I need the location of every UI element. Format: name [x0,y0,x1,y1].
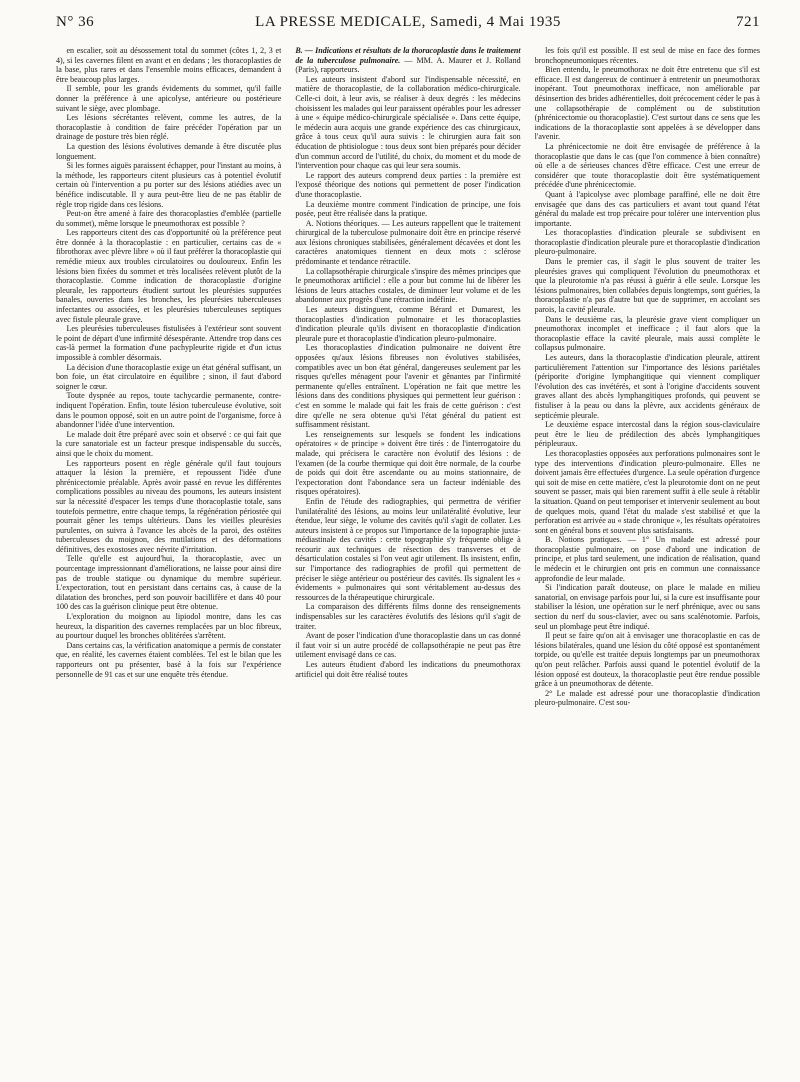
paragraph: Le deuxième espace intercostal dans la région sous-claviculaire peut être le lieu de prédilection des abcès lymphangitiques péripleuraux. [534,420,760,449]
paragraph: B. Notions pratiques. — 1° Un malade est adressé pour thoracoplastie pulmonaire, on pose d'abord une indication de principe, et plus tard seulement, une indication de réalisation, quand le médecin et le chirurgien ont pris en commun une connaissance approfondie de leur malade. [534,535,760,583]
section-authors: — MM. A. Maurer et J. Rolland (Paris), rapporteurs. [295,55,521,75]
paragraph: Les thoracoplasties d'indication pulmonaire ne doivent être opposées qu'aux lésions fibreuses non évolutives stabilisées, compatibles avec un bon état général, dangereuses seulement par les risques qu'elles ménagent pour l'avenir et gênantes par l'infirmité permanente qu'elles entraînent. L'opération ne fait que mettre les lésions dans des conditions physiques qui permettent leur guérison : c'est en somme le malade qui fait les frais de cette guérison : c'est dire qu'elle ne sera obtenue qu'si l'état général du patient est suffisamment résistant. [295,343,521,430]
paragraph: Enfin de l'étude des radiographies, qui permettra de vérifier l'unilatéralité des lésions, au moins leur unilatéralité évolutive, leur étendue, leur siège, le volume des cavités qu'il s'agit de collater. Les auteurs insistent à ce propos sur l'importance de la topographie juxta-médiastinale des cavités : cette topographie s'y fréquente oblige à recourir aux techniques de résection des transverses et de désarticulation costales si l'on veut agir utilement. Ils insistent, enfin, sur l'importance des radiographies de profil qui permettent de préciser le siège antérieur ou postérieur des cavités. Ils signalent les « évidements » pulmonaires qui sont véritablement au-dessus des ressources de la thérapeutique chirurgicale. [295,496,521,602]
paragraph: Les rapporteurs posent en règle générale qu'il faut toujours attaquer la lésion la première, et repoussent l'idée d'une phrénicectomie préalable. Après avoir passé en revue les différentes complications possibles au niveau des poumons, les auteurs insistent sur la nécessité d'espacer les temps d'une thoracoplastie totale, sans toutefois permettre, entre chaque temps, la régénération périostée qui pourrait gêner les temps ultérieurs. Dans les vieilles pleurésies purulentes, on suivra à l'avance les abcès de la paroi, des ostéites tuberculeuses du moignon, des mutilations et des déformations définitives, des exostoses avec névrite d'irritation. [56,458,282,554]
running-header [56,14,760,36]
paragraph: Les rapporteurs citent des cas d'opportunité où la préférence peut être donnée à la thoracoplastie : en particulier, certains cas de « fibrothorax avec plèvre libre » où il faut préférer la thoracoplastie qui remédie mieux aux troubles circulatoires ou douloureux. Enfin les lésions bien fixées du sommet et très localisées relèvent plutôt de la thoracoplastie. Comme indication de thoracoplastie d'origine pleurale, les rapporteurs étudient surtout les pleurésies suppurées banales, ouvertes dans les bronches, les pleurésies tuberculeuses infectantes ou associées, et les pleurésies tuberculeuses septiques avec fistule pleurale grave. [56,228,282,324]
paragraph: La collapsothérapie chirurgicale s'inspire des mêmes principes que le pneumothorax artificiel : elle a pour but comme lui de libérer les lésions de leurs attaches costales, de diminuer leur volume et de les abandonner aux progrès d'une rétraction indéfinie. [295,266,521,305]
journal-title: LA PRESSE MEDICALE, Samedi, 4 Mai 1935 [255,14,561,30]
issue-number: N° 36 [56,14,95,30]
paragraph: Peut-on être amené à faire des thoracoplasties d'emblée (partielle du sommet), même lorsque le pneumothorax est possible ? [56,209,282,228]
paragraph: Quant à l'apicolyse avec plombage paraffiné, elle ne doit être envisagée que dans des cas particuliers et avant tout quand l'état général du malade est trop précaire pour tolérer une intervention plus importante. [534,189,760,228]
paragraph: Dans certains cas, la vérification anatomique a permis de constater que, en réalité, les cavernes étaient comblées. Tel est le bilan que les rapporteurs ont pu présenter, basé à la fois sur l'expérience personnelle de 91 cas et sur une enquête très étendue. [56,640,282,679]
section-heading [295,46,520,75]
column-left [56,46,281,1076]
section-title: B. — Indications et résultats de la thoracoplastie dans le traitement de la tuberculose pulmonaire. [295,46,521,65]
paragraph: La décision d'une thoracoplastie exige un état général suffisant, un bon foie, un état circulatoire en équilibre ; sinon, il faut d'abord soigner le cœur. [56,362,282,391]
paragraph: Les renseignements sur lesquels se fondent les indications opératoires « de principe » doivent être tirés : de l'interrogatoire du malade, qui précisera le caractère non évolutif des lésions : de l'examen (de la courbe thermique qui doit être normale, de la courbe de poids qui doit être ascendante ou au moins stationnaire, de l'expectoration dont l'abondance sera un facteur indéniable des risques opératoires). [295,429,521,497]
paragraph: Bien entendu, le pneumothorax ne doit être entretenu que s'il est efficace. Il est dangereux de continuer à entretenir un pneumothorax inopérant. Tout pneumothorax inefficace, non améliorable par désinsertion des brides adhérentielles, doit précocement céder le pas à une collapsothérapie de complément ou de substitution (phrénicectomie ou thoracoplastie). C'est surtout dans ce sens que les indications de la thoracoplastie sont appelées à se développer dans l'avenir. [534,65,760,142]
paragraph: L'exploration du moignon au lipiodol montre, dans les cas heureux, la disparition des cavernes remplacées par un bloc fibreux, au pourtour duquel les bronches oblitérées s'arrêtent. [56,612,282,641]
paragraph: La question des lésions évolutives demande à être discutée plus longuement. [56,141,282,161]
paragraph: Les auteurs étudient d'abord les indications du pneumothorax artificiel qui doit être réalisé toutes [295,660,521,679]
paragraph: La deuxième montre comment l'indication de principe, une fois posée, peut être réalisée dans la pratique. [295,199,521,219]
paragraph: La comparaison des différents films donne des renseignements indispensables sur les caractères évolutifs des lésions qu'il s'agit de traiter. [295,602,521,631]
page-number: 721 [736,14,760,30]
text-columns [56,46,760,1076]
paragraph: 2° Le malade est adressé pour une thoracoplastie d'indication pleuro-pulmonaire. C'est sou- [534,688,760,708]
paragraph: Les auteurs insistent d'abord sur l'indispensable nécessité, en matière de thoracoplastie, de la collaboration médico-chirurgicale. Celle-ci doit, à leur avis, se réaliser à deux degrés : les médecins choisissent les malades qui leur paraissent opérables pour les adresser à une « équipe médico-chirurgicale spécialisée ». Dans cette équipe, le médecin aura acquis une grande expérience des cas chirurgicaux, grâce à tous ceux qu'il aura suivis : le chirurgien aura fait son éducation de phtisiologue : tous deux sont bien préparés pour décider d'un commun accord de l'utilité, du choix, du moment et du mode de l'intervention pour chaque cas qui leur sera soumis. [295,74,521,171]
paragraph: La phrénicectomie ne doit être envisagée de préférence à la thoracoplastie que dans le cas (que l'on commence à bien connaître) où elle a de sérieuses chances d'être efficace. C'est une erreur de considérer que toute thoracoplastie doit être systématiquement précédée d'une phrénicectomie. [534,141,760,190]
paragraph: Les thoracoplasties d'indication pleurale se subdivisent en thoracoplastie d'indication pleurale pure et thoracoplastie d'indication pleuro-pulmonaire. [534,228,760,257]
paragraph: Avant de poser l'indication d'une thoracoplastie dans un cas donné il faut voir si un autre procédé de collapsothérapie ne peut pas être utilement envisagé dans ce cas. [295,631,521,660]
paragraph: Si les formes aiguës paraissent échapper, pour l'instant au moins, à la méthode, les rapporteurs citent plusieurs cas à potentiel évolutif certain où l'intervention a pu porter sur des lésions atiédies avec un bénéfice indiscutable. Il y aura peut-être lieu de ne pas établir de règle trop rigide dans ces lésions. [56,161,282,209]
paragraph: Dans le deuxième cas, la pleurésie grave vient compliquer un pneumothorax incomplet et inefficace ; il faut alors que la thoracoplastie efface la cavité pleurale, mais aussi complète le collapsus pulmonaire. [534,314,760,353]
paragraph: les fois qu'il est possible. Il est seul de mise en face des formes bronchopneumoniques récentes. [534,46,760,65]
column-right [535,46,760,1076]
paragraph: Dans le premier cas, il s'agit le plus souvent de traiter les pleurésies graves qui compliquent l'évolution du pneumothorax et que la pleurotomie n'a pas réussi à guérir à elle seule. Lorsque les lésions pulmonaires, bien collabées depuis longtemps, sont guéries, la thoracoplastie n'a pas d'autre but que de supprimer, en accolant ses parois, la cavité pleurale. [534,257,760,315]
paragraph: Les thoracoplasties opposées aux perforations pulmonaires sont le type des interventions d'indication pleuro-pulmonaire. Elles ne doivent jamais être effectuées d'urgence. La seule opération d'urgence qui soit de mise en cette matière, c'est la pleurotomie dont on ne peut souvent se passer, mais qui bien rarement suffit à elle seule à rétablir la situation. Quand on peut temporiser et intervenir seulement au bout de quelques mois, quand l'état du malade s'est stabilisé et que la perforation est arrivée au « stade chronique », les résultats opératoires sont en général bons et souvent plus satisfaisants. [534,448,760,535]
paragraph: Les pleurésies tuberculeuses fistulisées à l'extérieur sont souvent le point de départ d'une infirmité désespérante. Attendre trop dans ces cas-là permet la formation d'une pachypleurite rigide et d'un ictus impossible à combler désormais. [56,324,282,362]
paragraph: Les auteurs, dans la thoracoplastie d'indication pleurale, attirent particulièrement l'attention sur l'importance des lésions pariétales (périporite d'origine lymphangitique qui viennent compliquer l'évolution des cas invétérés, et sont à l'origine d'accidents souvent graves allant des abcès lymphangitiques profonds, qui peuvent se fistuliser à la peau ou dans la plèvre, aux accidents généraux de septicémie pleurale. [534,353,760,420]
paragraph: Il peut se faire qu'on ait à envisager une thoracoplastie en cas de lésions bilatérales, quand une lésion du côté opposé est spontanément torpide, ou qu'elle est traitée depuis longtemps par un pneumothorax qu'on peut relâcher. Parfois aussi quand le potentiel évolutif de la lésion opposé est douteux, la thoracoplastie peut être rendue possible grâce à un pneumothorax de détente. [534,631,760,689]
paragraph: Le malade doit être préparé avec soin et observé : ce qui fait que la cure sanatoriale est un facteur presque indispensable du succès, ainsi que le choix du moment. [56,429,282,458]
paragraph: A. Notions théoriques. — Les auteurs rappellent que le traitement chirurgical de la tuberculose pulmonaire doit être en principe réservé aux lésions chroniques stabilisées, généralement décavées et dont les caractères anatomiques tiennent en deux mots : sclérose prédominante et tendance rétractile. [295,218,521,267]
paragraph: Si l'indication paraît douteuse, on place le malade en milieu sanatorial, on envisage parfois pour lui, si la cure est insuffisante pour stabiliser la lésion, une opération sur le nerf phrénique, avec ou sans section du nerf du sous-clavier, avec ou sans scalénotomie. Parfois, seul un plombage peut être indiqué. [534,583,760,631]
paragraph: Telle qu'elle est aujourd'hui, la thoracoplastie, avec un pourcentage impressionnant d'améliorations, ne laisse pour ainsi dire pas de trouble statique ou dynamique du membre supérieur. L'expectoration, tout en persistant dans certains cas, à cause de la dilatation des bronches, perd son pouvoir bacillifère et dans 40 pour 100 des cas la guérison clinique peut être obtenue. [56,554,282,612]
paragraph: Les lésions sécrétantes relèvent, comme les autres, de la thoracoplastie à condition de faire précéder l'opération par un drainage de posture très bien réglé. [56,113,282,142]
column-middle [295,46,520,1076]
paragraph: Le rapport des auteurs comprend deux parties : la première est l'exposé théorique des notions qui permettent de poser l'indication d'une thoracoplastie. [295,170,521,199]
paragraph: Il semble, pour les grands évidements du sommet, qu'il faille donner la préférence à une apicolyse, antérieure ou postérieure suivant le siège, avec plombage. [56,84,282,113]
paragraph: Toute dyspnée au repos, toute tachycardie permanente, contre-indiquent l'opération. Enfin, toute lésion tuberculeuse évolutive, soit dans le poumon opposé, soit en un autre point de l'organisme, force à abandonner l'idée d'une intervention. [56,391,282,430]
paragraph: Les auteurs distinguent, comme Bérard et Dumarest, les thoracoplasties d'indication pulmonaire et les thoracoplasties d'indication pleurale qu'ils divisent en thoracoplastie d'indication pleurale pure et thoracoplastie d'indication pleuro-pulmonaire. [295,305,521,343]
paragraph: en escalier, soit au désossement total du sommet (côtes 1, 2, 3 et 4), si les cavernes filent en avant et en dedans ; les thoracoplasties de la base, plus rares et dans l'ensemble moins efficaces, demandent à être beaucoup plus larges. [56,46,282,84]
